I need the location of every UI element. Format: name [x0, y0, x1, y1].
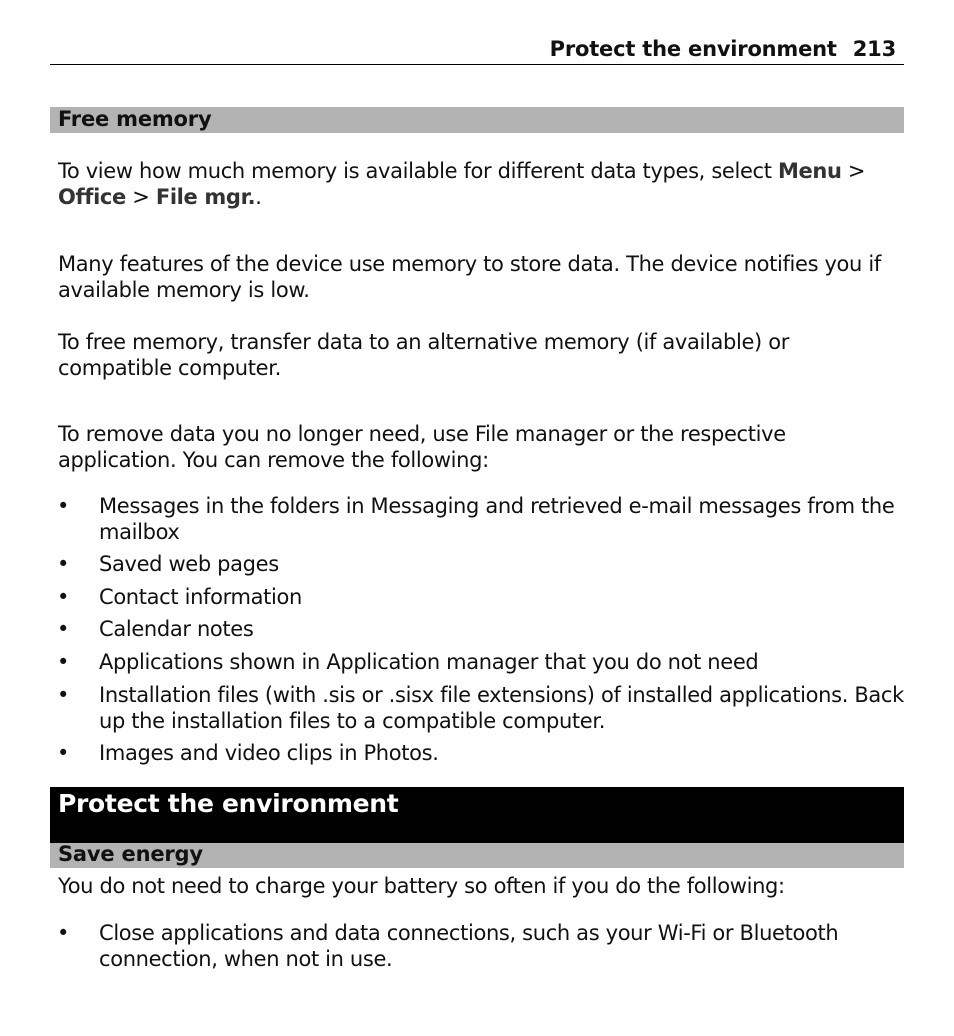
intro-text: To view how much memory is available for different data types, select — [58, 159, 778, 183]
path-separator: > — [841, 159, 866, 183]
bullet-icon: • — [57, 650, 70, 674]
list-item: • Installation files (with .sis or .sisx file extensions) of installed applications. Back up the installation files to a compatible computer. — [57, 683, 904, 733]
list-item: • Saved web pages — [57, 552, 279, 576]
paragraph-save-energy-intro: You do not need to charge your battery so often if you do the following: — [58, 874, 785, 898]
list-item: • Close applications and data connections, such as your Wi-Fi or Bluetooth connection, when not in use. — [57, 921, 839, 971]
intro-suffix: . — [255, 185, 262, 209]
section-heading-free-memory: Free memory — [50, 107, 904, 133]
bullet-icon: • — [57, 617, 70, 641]
paragraph-memory-features: Many features of the device use memory to store data. The device notifies you if available memory is low. — [58, 252, 881, 302]
running-header-title: Protect the environment — [549, 37, 837, 61]
paragraph-remove-data: To remove data you no longer need, use File manager or the respective application. You can remove the following: — [58, 422, 786, 472]
list-item: • Messages in the folders in Messaging and retrieved e-mail messages from the mailbox — [57, 494, 895, 544]
menu-path-file-mgr: File mgr. — [155, 185, 256, 209]
list-item: • Applications shown in Application manager that you do not need — [57, 650, 759, 674]
bullet-icon: • — [57, 552, 70, 576]
section-heading-save-energy: Save energy — [50, 843, 904, 868]
list-item: • Calendar notes — [57, 617, 254, 641]
bullet-icon: • — [57, 683, 70, 707]
path-separator: > — [125, 185, 156, 209]
menu-path-menu: Menu — [777, 159, 842, 183]
bullet-icon: • — [57, 741, 70, 765]
list-item: • Contact information — [57, 585, 302, 609]
running-header — [50, 34, 904, 65]
page-number: 213 — [852, 37, 896, 61]
paragraph-transfer-data: To free memory, transfer data to an alternative memory (if available) or compatible computer. — [58, 330, 789, 380]
list-item: • Images and video clips in Photos. — [57, 741, 439, 765]
chapter-heading-protect-environment: Protect the environment — [50, 787, 904, 843]
bullet-icon: • — [57, 494, 70, 518]
bullet-icon: • — [57, 585, 70, 609]
bullet-icon: • — [57, 921, 70, 945]
menu-path-office: Office — [58, 185, 126, 209]
paragraph-view-memory — [58, 158, 904, 210]
